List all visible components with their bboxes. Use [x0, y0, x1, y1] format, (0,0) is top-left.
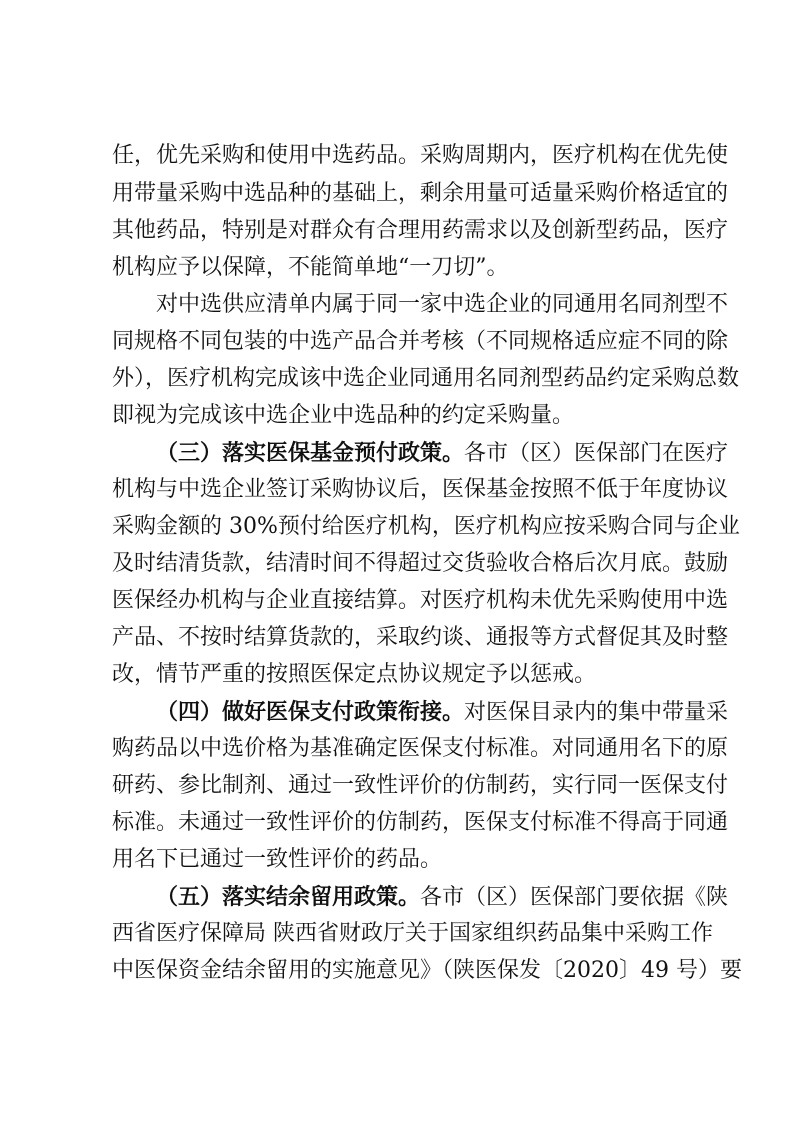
text-line: 对中选供应清单内属于同一家中选企业的同通用名同剂型不 [156, 292, 729, 317]
text-line: 中医保资金结余留用的实施意见》（陕医保发〔2020〕49 号）要 [112, 958, 742, 983]
text-line: 用名下已通过一致性评价的药品。 [112, 847, 443, 872]
section-heading: （五）落实结余留用政策。 [156, 884, 421, 910]
text-span: 各市（区）医保部门在医疗 [464, 441, 729, 466]
text-line: 西省医疗保障局 陕西省财政厅关于国家组织药品集中采购工作 [112, 921, 713, 946]
text-span: 各市（区）医保部门要依据《陕 [420, 885, 729, 910]
section-line [156, 881, 729, 913]
text-line: 医保经办机构与企业直接结算。对医疗机构未优先采购使用中选 [112, 588, 729, 613]
text-span: 对医保目录内的集中带量采 [464, 700, 729, 725]
text-line: 产品、不按时结算货款的，采取约谈、通报等方式督促其及时整 [112, 625, 729, 650]
text-line: 即视为完成该中选企业中选品种的约定采购量。 [112, 403, 575, 428]
text-line: 其他药品，特别是对群众有合理用药需求以及创新型药品，医疗 [112, 218, 729, 243]
section-heading: （三）落实医保基金预付政策。 [156, 440, 465, 466]
text-line: 任，优先采购和使用中选药品。采购周期内，医疗机构在优先使 [112, 143, 729, 168]
text-line: 标准。未通过一致性评价的仿制药，医保支付标准不得高于同通 [112, 810, 729, 835]
text-line: 同规格不同包装的中选产品合并考核（不同规格适应症不同的除 [112, 329, 729, 354]
text-line: 购药品以中选价格为基准确定医保支付标准。对同通用名下的原 [112, 736, 729, 761]
text-line: 机构与中选企业签订采购协议后，医保基金按照不低于年度协议 [112, 477, 729, 502]
text-line: 机构应予以保障，不能简单地“一刀切”。 [112, 255, 509, 280]
text-line: 外），医疗机构完成该中选企业同通用名同剂型药品约定采购总数 [112, 366, 740, 391]
section-line [156, 696, 729, 728]
text-line: 及时结清货款，结清时间不得超过交货验收合格后次月底。鼓励 [112, 551, 729, 576]
section-heading: （四）做好医保支付政策衔接。 [156, 699, 465, 725]
text-line: 用带量采购中选品种的基础上，剩余用量可适量采购价格适宜的 [112, 181, 729, 206]
text-line: 改，情节严重的按照医保定点协议规定予以惩戒。 [112, 662, 597, 687]
section-line [156, 437, 729, 469]
text-line: 采购金额的 30%预付给医疗机构，医疗机构应按采购合同与企业 [112, 514, 740, 539]
text-line: 研药、参比制剂、通过一致性评价的仿制药，实行同一医保支付 [112, 773, 729, 798]
